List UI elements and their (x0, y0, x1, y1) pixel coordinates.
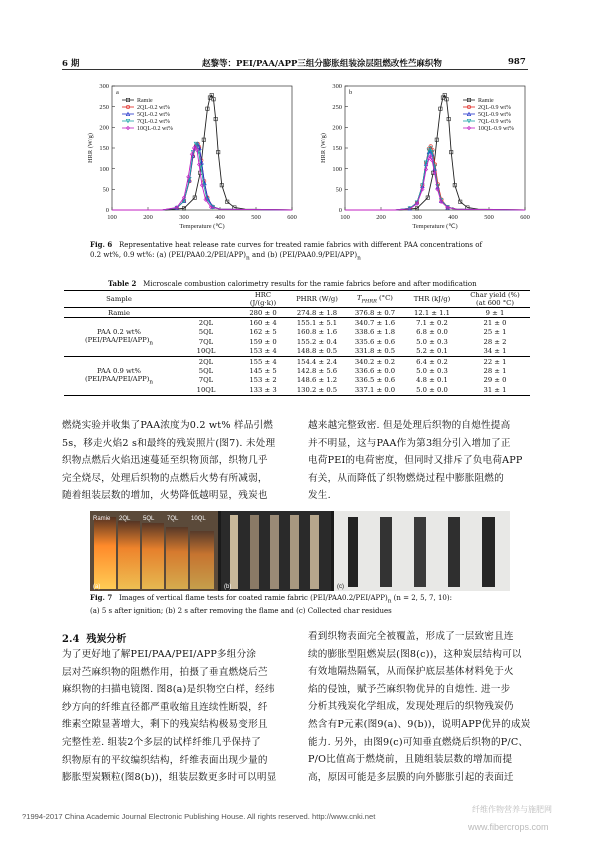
cell-hrc: 145 ± 5 (249, 367, 277, 376)
group-label-sub: n (149, 378, 154, 385)
figure-6-subscript-a: n (246, 255, 250, 262)
col-tphrr-unit: (°C) (376, 293, 393, 302)
cell-t: 340.7 ± 1.6 (354, 319, 396, 328)
x-tick-label: 600 (520, 214, 530, 221)
cell-phrr: 274.8 ± 1.8 (296, 308, 338, 317)
char-10ql (482, 517, 495, 587)
cell-phrr: 148.8 ± 0.5 (296, 347, 338, 356)
group-label-line2: (PEI/PAA/PEI/APP) (84, 374, 150, 383)
cell-group-label (64, 356, 174, 395)
photo-label: 7QL (167, 516, 179, 522)
col-tphrr-sub: PHRR (361, 298, 377, 305)
x-tick-label: 200 (143, 214, 153, 221)
figure-7-caption (90, 593, 530, 616)
figure-6-caption-line2: 0.2 wt%, 0.9 wt%: (a) (PEI/PAA0.2/PEI/APP) (90, 251, 247, 259)
figure-7-caption-line1: Images of vertical flame tests for coated ramie fabric (PEI/PAA0.2/PEI/APP) (118, 594, 388, 602)
col-char-label: Char yield (%) (470, 291, 520, 299)
cell-thr: 5.2 ± 0.1 (416, 347, 448, 356)
figure-7-caption-line2: (a) 5 s after ignition; (b) 2 s after removing the flame and (c) Collected char residues (90, 607, 392, 616)
cell-ql: 10QL (196, 385, 216, 394)
cell-phrr: 148.6 ± 1.2 (296, 376, 338, 385)
y-tick-label: 200 (332, 124, 342, 132)
x-tick-label: 300 (412, 214, 422, 221)
col-hrc-label: HRC (254, 291, 272, 299)
figure-6-caption (90, 240, 530, 263)
text-line: 有关，从而降低了织物燃烧过程中膨胀阻燃的 (308, 472, 504, 484)
text-line: 织物原有的平纹编织结构，纤维表面出现少量的 (62, 754, 268, 766)
cell-phrr: 154.4 ± 2.4 (296, 357, 338, 366)
table-group-0-9 (64, 356, 530, 395)
y-tick-label: 100 (332, 165, 342, 173)
group-label-line1: PAA 0.2 wt% (97, 327, 141, 336)
char-2ql (380, 517, 392, 587)
table-2-caption-text: Microscale combustion calorimetry results for the ramie fabrics before and after modification (143, 280, 477, 288)
group-label-line2: (PEI/PAA/PEI/APP) (84, 335, 150, 344)
cell-thr: 6.4 ± 0.2 (416, 357, 448, 366)
x-tick-label: 100 (107, 214, 117, 221)
cell-char: 9 ± 1 (485, 308, 505, 317)
text-line: 纱方向的纤维直径都严重收缩且连续性断裂，纤 (62, 701, 268, 713)
legend-label: 2QL-0.9 wt% (478, 105, 511, 112)
text-line: 维素空隙显著增大，剩下的残炭结构极易变形且 (62, 719, 268, 731)
text-line: P/O比值高于燃烧前，且随组装层数的增加而提 (308, 754, 513, 766)
cell-hrc: 159 ± 0 (249, 337, 277, 346)
table-2-label: Table 2 (108, 279, 137, 288)
text-line: 完整性差. 组装2个多层的试样纤维几乎保持了 (62, 736, 261, 748)
table-row (64, 318, 530, 328)
watermark-url: www.fibercrops.com (468, 822, 549, 832)
strip-b5 (310, 515, 319, 589)
text-line: 续的膨胀型阻燃炭层(图8(c))，这种炭层结构可以 (308, 648, 522, 660)
text-line: 越来越完整致密. 但是处理后织物的自熄性提高 (308, 420, 511, 431)
text-line: 为了更好地了解PEI/PAA/PEI/APP多组分涂 (62, 649, 257, 660)
flame-10ql (190, 531, 214, 589)
cell-t: 338.6 ± 1.8 (354, 328, 396, 337)
figure-7-label: Fig. 7 (90, 593, 113, 602)
watermark-cn: 纤维作物营养与施肥网 (472, 805, 552, 814)
figure-7-photo (90, 511, 510, 591)
body-text-top-left (62, 417, 298, 505)
cell-hrc: 160 ± 4 (249, 319, 277, 328)
y-tick-label: 50 (335, 186, 342, 194)
col-hrc (238, 291, 288, 308)
flame-5ql (142, 523, 164, 589)
cell-t: 336.5 ± 0.6 (354, 376, 396, 385)
header-rule (62, 69, 528, 70)
cell-thr: 5.0 ± 0.3 (416, 337, 448, 346)
col-phrr: PHRR (W/g) (296, 295, 338, 303)
cell-thr: 6.8 ± 0.0 (416, 328, 448, 337)
legend-label: 10QL-0.2 wt% (137, 126, 173, 133)
cell-ql: 2QL (198, 319, 214, 328)
text-line: 有效地隔热隔氧，从而保护底层基体材料免于火 (308, 666, 514, 678)
cell-char: 34 ± 1 (483, 347, 507, 356)
flame-ramie (94, 517, 116, 589)
legend-label: 2QL-0.2 wt% (137, 105, 170, 112)
page-number: 987 (508, 57, 526, 67)
cell-hrc: 133 ± 3 (249, 385, 277, 394)
x-tick-label: 400 (215, 214, 225, 221)
text-line: 然含有P元素(图9(a)、9(b))，说明APP优异的成炭 (308, 718, 531, 730)
text-line: 燃烧实验并收集了PAA浓度为0.2 wt% 样品引燃 (62, 420, 274, 431)
text-line: 分析其残炭化学组成，发现处理后的织物残炭仍 (308, 701, 514, 713)
table-group-0-2 (64, 318, 530, 357)
table-2 (64, 290, 530, 396)
x-tick-label: 300 (179, 214, 189, 221)
y-tick-label: 50 (102, 186, 109, 194)
text-line: 看到织物表面完全被覆盖，形成了一层致密且连 (308, 631, 514, 642)
cell-hrc: 280 ± 0 (249, 308, 277, 317)
cell-char: 28 ± 2 (483, 337, 507, 346)
flame-test-photo (90, 511, 510, 591)
char-ramie (348, 517, 358, 587)
panel-label: b (349, 89, 353, 96)
panel-label: a (116, 89, 119, 96)
cell-phrr: 155.1 ± 5.1 (296, 319, 338, 328)
col-char-unit: (at 600 °C) (476, 299, 514, 307)
y-axis-label: HRR (W/g) (320, 133, 327, 163)
char-7ql (448, 517, 460, 587)
y-tick-label: 0 (338, 207, 342, 215)
x-tick-label: 500 (484, 214, 494, 221)
char-5ql (414, 517, 426, 587)
legend-label: Ramie (478, 98, 494, 105)
cell-hrc: 155 ± 4 (249, 357, 277, 366)
text-line: 高，原因可能是多层膜的向外膨胀引起的表面迁 (308, 771, 514, 783)
cell-hrc: 162 ± 5 (249, 328, 277, 337)
legend-label: 5QL-0.9 wt% (478, 112, 511, 119)
cell-thr: 5.0 ± 0.0 (416, 385, 448, 394)
x-tick-label: 500 (251, 214, 261, 221)
cell-char: 29 ± 0 (483, 376, 507, 385)
section-heading (62, 630, 126, 645)
cell-t: 331.8 ± 0.5 (354, 347, 396, 356)
strip-b1 (230, 515, 238, 589)
text-line: 膨胀型炭颗粒(图8(b))，组装层数更多时可以明显 (62, 772, 277, 784)
running-title: 赵黎等：PEI/PAA/APP三组分膨胀组装涂层阻燃改性苎麻织物 (202, 59, 442, 69)
panel-b-letter: (b) (224, 584, 232, 590)
cell-ql: 7QL (198, 376, 214, 385)
issue-number: 6 期 (62, 59, 80, 69)
cell-t: 336.6 ± 0.0 (354, 367, 396, 376)
legend-label: 5QL-0.2 wt% (137, 112, 170, 119)
figure-6-label: Fig. 6 (90, 240, 113, 249)
legend-label: 10QL-0.9 wt% (478, 126, 514, 133)
cell-char: 25 ± 1 (483, 328, 507, 337)
cell-t: 337.1 ± 0.0 (354, 385, 396, 394)
cell-thr: 5.0 ± 0.3 (416, 367, 448, 376)
text-line: 织物点燃后火焰迅速蔓延至织物顶部，织物几乎 (62, 455, 268, 467)
strip-b3 (270, 515, 279, 589)
copyright-footer: ?1994-2017 China Academic Journal Electronic Publishing House. All rights reserved. http://www.cnki.net (22, 812, 376, 821)
flame-2ql (118, 521, 140, 589)
col-tphrr-t: T (357, 293, 362, 302)
cell-phrr: 160.8 ± 1.6 (296, 328, 338, 337)
text-line: 能力. 另外，由图9(c)可知垂直燃烧后织物的P/C、 (308, 736, 529, 748)
figure-6-caption-line1: Representative heat release rate curves for treated ramie fabrics with different PAA concentrations of (118, 241, 483, 249)
cell-t: 340.2 ± 0.2 (354, 357, 396, 366)
text-line: 完全烧尽，处理后织物的点燃后火势有所减弱， (62, 472, 268, 484)
photo-label: 10QL (191, 516, 206, 522)
figure-7-caption-tail: (n = 2, 5, 7, 10): (391, 594, 452, 602)
figure-6-charts (62, 78, 532, 240)
photo-label: Ramie (93, 516, 111, 522)
legend-label: 7QL-0.2 wt% (137, 119, 170, 126)
cell-t: 335.6 ± 0.6 (354, 337, 396, 346)
x-tick-label: 600 (287, 214, 297, 221)
cell-hrc: 153 ± 4 (249, 347, 277, 356)
y-tick-label: 0 (105, 207, 109, 215)
group-label-sub: n (149, 340, 154, 347)
cell-group-label (64, 318, 174, 357)
section-number: 2.4 (62, 634, 80, 645)
body-text-bottom-left (62, 646, 298, 787)
cell-char: 28 ± 1 (483, 367, 507, 376)
text-line: 焰的侵蚀，赋予苎麻织物优异的自熄性. 进一步 (308, 683, 511, 695)
cell-ql: 5QL (198, 367, 214, 376)
figure-7-subscript: n (387, 598, 392, 605)
photo-label: 5QL (143, 516, 155, 522)
col-char (460, 291, 530, 308)
strip-b2 (250, 515, 259, 589)
y-tick-label: 200 (99, 124, 109, 132)
text-line: 随着组装层数的增加，火势降低越明显，残炭也 (62, 490, 268, 502)
cell-ql: 10QL (196, 347, 216, 356)
y-tick-label: 300 (332, 83, 342, 91)
y-axis-label: HRR (W/g) (87, 133, 94, 163)
table-row-ramie (64, 308, 530, 318)
cell-ql: 2QL (198, 357, 214, 366)
x-tick-label: 200 (376, 214, 386, 221)
panel-a-letter: (a) (93, 584, 101, 590)
col-sample: Sample (106, 295, 132, 303)
section-title: 残炭分析 (86, 634, 127, 645)
cell-char: 22 ± 1 (483, 357, 507, 366)
y-tick-label: 250 (99, 103, 109, 111)
cell-phrr: 142.8 ± 5.6 (296, 367, 338, 376)
col-tphrr (346, 291, 404, 308)
table-2-caption (108, 279, 477, 289)
cell-phrr: 155.2 ± 0.4 (296, 337, 338, 346)
cell-thr: 12.1 ± 1.1 (414, 308, 450, 317)
text-line: 层对苎麻织物的阻燃作用，拍摄了垂直燃烧后苎 (62, 666, 268, 678)
cell-thr: 7.1 ± 0.2 (416, 319, 448, 328)
legend-label: 7QL-0.9 wt% (478, 119, 511, 126)
cell-sample: Ramie (108, 308, 130, 317)
y-tick-label: 100 (99, 165, 109, 173)
photo-label: 2QL (119, 516, 131, 522)
cell-ql: 7QL (198, 337, 214, 346)
y-tick-label: 150 (99, 145, 109, 153)
text-line: 5s，移走火焰2 s和最终的残炭照片(图7). 未处理 (62, 437, 276, 449)
cell-char: 31 ± 1 (483, 385, 507, 394)
cell-thr: 4.8 ± 0.1 (416, 376, 448, 385)
cell-char: 21 ± 0 (483, 319, 507, 328)
body-text-bottom-right (308, 628, 532, 786)
text-line: 麻织物的扫描电镜图. 图8(a)是织物空白样，经纬 (62, 684, 275, 696)
flame-7ql (166, 527, 188, 589)
table-row (64, 356, 530, 366)
cell-ql: 5QL (198, 328, 214, 337)
cell-phrr: 130.2 ± 0.5 (296, 385, 338, 394)
text-line: 并不明显，这与PAA作为第3组分引入增加了正 (308, 437, 511, 449)
panel-c-letter: (c) (337, 584, 344, 590)
text-line: 发生. (308, 490, 331, 502)
x-axis-label: Temperature (℃) (412, 223, 458, 230)
cell-hrc: 153 ± 2 (249, 376, 277, 385)
col-hrc-unit: (J/(g·k)) (249, 299, 277, 307)
figure-6-subscript-b: n (357, 255, 361, 262)
col-thr: THR (kJ/g) (413, 295, 451, 303)
group-label-line1: PAA 0.9 wt% (97, 366, 141, 375)
x-tick-label: 100 (340, 214, 350, 221)
body-text-top-right (308, 417, 532, 505)
x-axis-label: Temperature (℃) (179, 223, 225, 230)
figure-6-caption-mid: and (b) (PEI/PAA0.9/PEI/APP) (249, 251, 358, 259)
legend-label: Ramie (137, 98, 153, 105)
text-line: 电荷PEI的电荷密度，但同时又排斥了负电荷APP (308, 455, 523, 467)
cell-tphrr: 376.8 ± 0.7 (354, 308, 396, 317)
y-tick-label: 250 (332, 103, 342, 111)
x-tick-label: 400 (448, 214, 458, 221)
strip-b4 (290, 515, 299, 589)
y-tick-label: 150 (332, 145, 342, 153)
y-tick-label: 300 (99, 83, 109, 91)
